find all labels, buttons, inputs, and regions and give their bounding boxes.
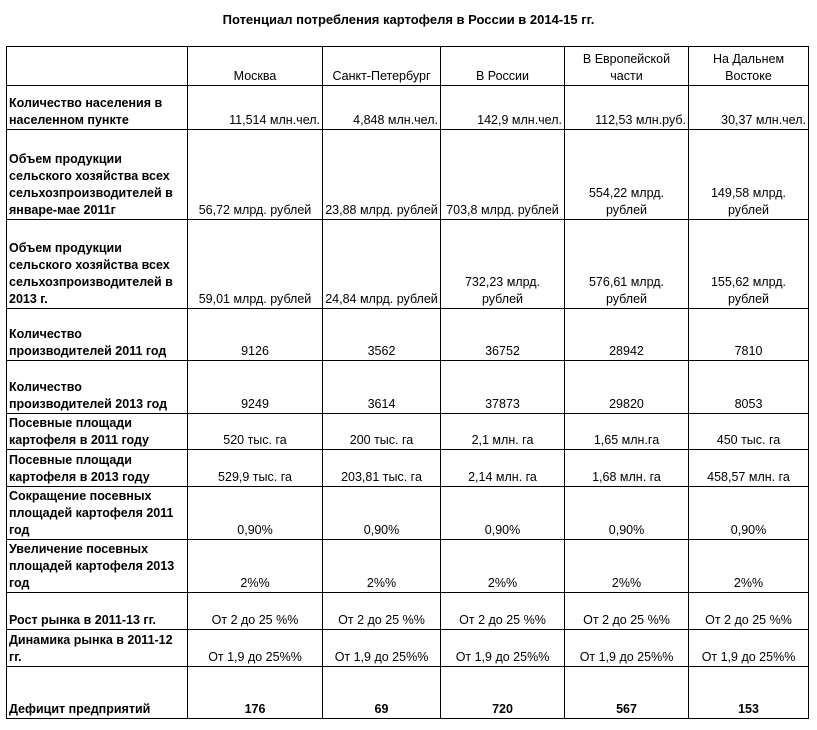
header-row — [7, 47, 809, 86]
header-cell: В Европейской части — [565, 47, 689, 86]
header-cell: Санкт-Петербург — [323, 47, 441, 86]
table-cell: 2%% — [565, 540, 689, 593]
table-cell: 112,53 млн.руб. — [565, 86, 689, 130]
table-cell: 11,514 млн.чел. — [188, 86, 323, 130]
table-cell: 0,90% — [188, 487, 323, 540]
table-cell: 36752 — [441, 309, 565, 361]
table-cell: 4,848 млн.чел. — [323, 86, 441, 130]
header-cell: В России — [441, 47, 565, 86]
table-cell: 1,68 млн. га — [565, 450, 689, 487]
table-cell: 56,72 млрд. рублей — [188, 130, 323, 220]
row-label: Объем продукции сельского хозяйства всех сельхозпроизводителей в январе-мае 2011г — [7, 130, 188, 220]
table-row — [7, 593, 809, 630]
row-label: Сокращение посевных площадей картофеля 2011 год — [7, 487, 188, 540]
table-cell: От 2 до 25 %% — [689, 593, 809, 630]
table-cell: От 1,9 до 25%% — [323, 630, 441, 667]
table-cell: 2%% — [323, 540, 441, 593]
table-cell: 9249 — [188, 361, 323, 414]
table-cell: От 1,9 до 25%% — [441, 630, 565, 667]
table-row — [7, 361, 809, 414]
table-cell: От 2 до 25 %% — [441, 593, 565, 630]
table-cell: 3614 — [323, 361, 441, 414]
header-cell — [7, 47, 188, 86]
table-cell: 24,84 млрд. рублей — [323, 220, 441, 309]
table-cell: 7810 — [689, 309, 809, 361]
table-cell: От 2 до 25 %% — [188, 593, 323, 630]
table-row — [7, 130, 809, 220]
table-cell: От 1,9 до 25%% — [689, 630, 809, 667]
table-cell: 720 — [441, 667, 565, 719]
table-cell: 2,1 млн. га — [441, 414, 565, 450]
row-label: Увеличение посевных площадей картофеля 2013 год — [7, 540, 188, 593]
row-label: Динамика рынка в 2011-12 гг. — [7, 630, 188, 667]
table-cell: 0,90% — [441, 487, 565, 540]
table-cell: 153 — [689, 667, 809, 719]
table-cell: От 1,9 до 25%% — [188, 630, 323, 667]
header-cell: На Дальнем Востоке — [689, 47, 809, 86]
table-cell: 0,90% — [565, 487, 689, 540]
table-cell: 0,90% — [323, 487, 441, 540]
table-cell: 529,9 тыс. га — [188, 450, 323, 487]
table-cell: 0,90% — [689, 487, 809, 540]
header-cell: Москва — [188, 47, 323, 86]
row-label: Количество производителей 2011 год — [7, 309, 188, 361]
row-label: Дефицит предприятий — [7, 667, 188, 719]
table-row — [7, 414, 809, 450]
data-table — [6, 46, 809, 719]
table-cell: 2%% — [441, 540, 565, 593]
table-cell: 200 тыс. га — [323, 414, 441, 450]
row-label: Количество производителей 2013 год — [7, 361, 188, 414]
row-label: Посевные площади картофеля в 2013 году — [7, 450, 188, 487]
table-cell: 23,88 млрд. рублей — [323, 130, 441, 220]
table-cell: 567 — [565, 667, 689, 719]
row-label: Рост рынка в 2011-13 гг. — [7, 593, 188, 630]
table-cell: 155,62 млрд. рублей — [689, 220, 809, 309]
table-cell: От 2 до 25 %% — [565, 593, 689, 630]
table-cell: 2%% — [689, 540, 809, 593]
table-cell: От 2 до 25 %% — [323, 593, 441, 630]
table-cell: 3562 — [323, 309, 441, 361]
table-row — [7, 630, 809, 667]
table-cell: 2%% — [188, 540, 323, 593]
table-cell: 203,81 тыс. га — [323, 450, 441, 487]
table-cell: 37873 — [441, 361, 565, 414]
row-label: Количество населения в населенном пункте — [7, 86, 188, 130]
table-cell: 703,8 млрд. рублей — [441, 130, 565, 220]
table-cell: 450 тыс. га — [689, 414, 809, 450]
table-cell: 576,61 млрд. рублей — [565, 220, 689, 309]
table-cell: 29820 — [565, 361, 689, 414]
table-cell: 176 — [188, 667, 323, 719]
table-cell: 30,37 млн.чел. — [689, 86, 809, 130]
table-cell: 458,57 млн. га — [689, 450, 809, 487]
table-row — [7, 220, 809, 309]
page-title: Потенциал потребления картофеля в России в 2014-15 гг. — [222, 12, 595, 27]
table-row — [7, 540, 809, 593]
table-cell: 9126 — [188, 309, 323, 361]
table-cell: 69 — [323, 667, 441, 719]
table-cell: 142,9 млн.чел. — [441, 86, 565, 130]
row-label: Посевные площади картофеля в 2011 году — [7, 414, 188, 450]
table-cell: 8053 — [689, 361, 809, 414]
row-label: Объем продукции сельского хозяйства всех сельхозпроизводителей в 2013 г. — [7, 220, 188, 309]
table-row — [7, 450, 809, 487]
table-cell: 554,22 млрд. рублей — [565, 130, 689, 220]
table-cell: 1,65 млн.га — [565, 414, 689, 450]
table-row — [7, 309, 809, 361]
table-cell: 149,58 млрд. рублей — [689, 130, 809, 220]
table-cell: 28942 — [565, 309, 689, 361]
table-cell: От 1,9 до 25%% — [565, 630, 689, 667]
table-row — [7, 487, 809, 540]
table-row — [7, 86, 809, 130]
table-row — [7, 667, 809, 719]
table-cell: 59,01 млрд. рублей — [188, 220, 323, 309]
table-cell: 520 тыс. га — [188, 414, 323, 450]
table-cell: 2,14 млн. га — [441, 450, 565, 487]
table-cell: 732,23 млрд. рублей — [441, 220, 565, 309]
